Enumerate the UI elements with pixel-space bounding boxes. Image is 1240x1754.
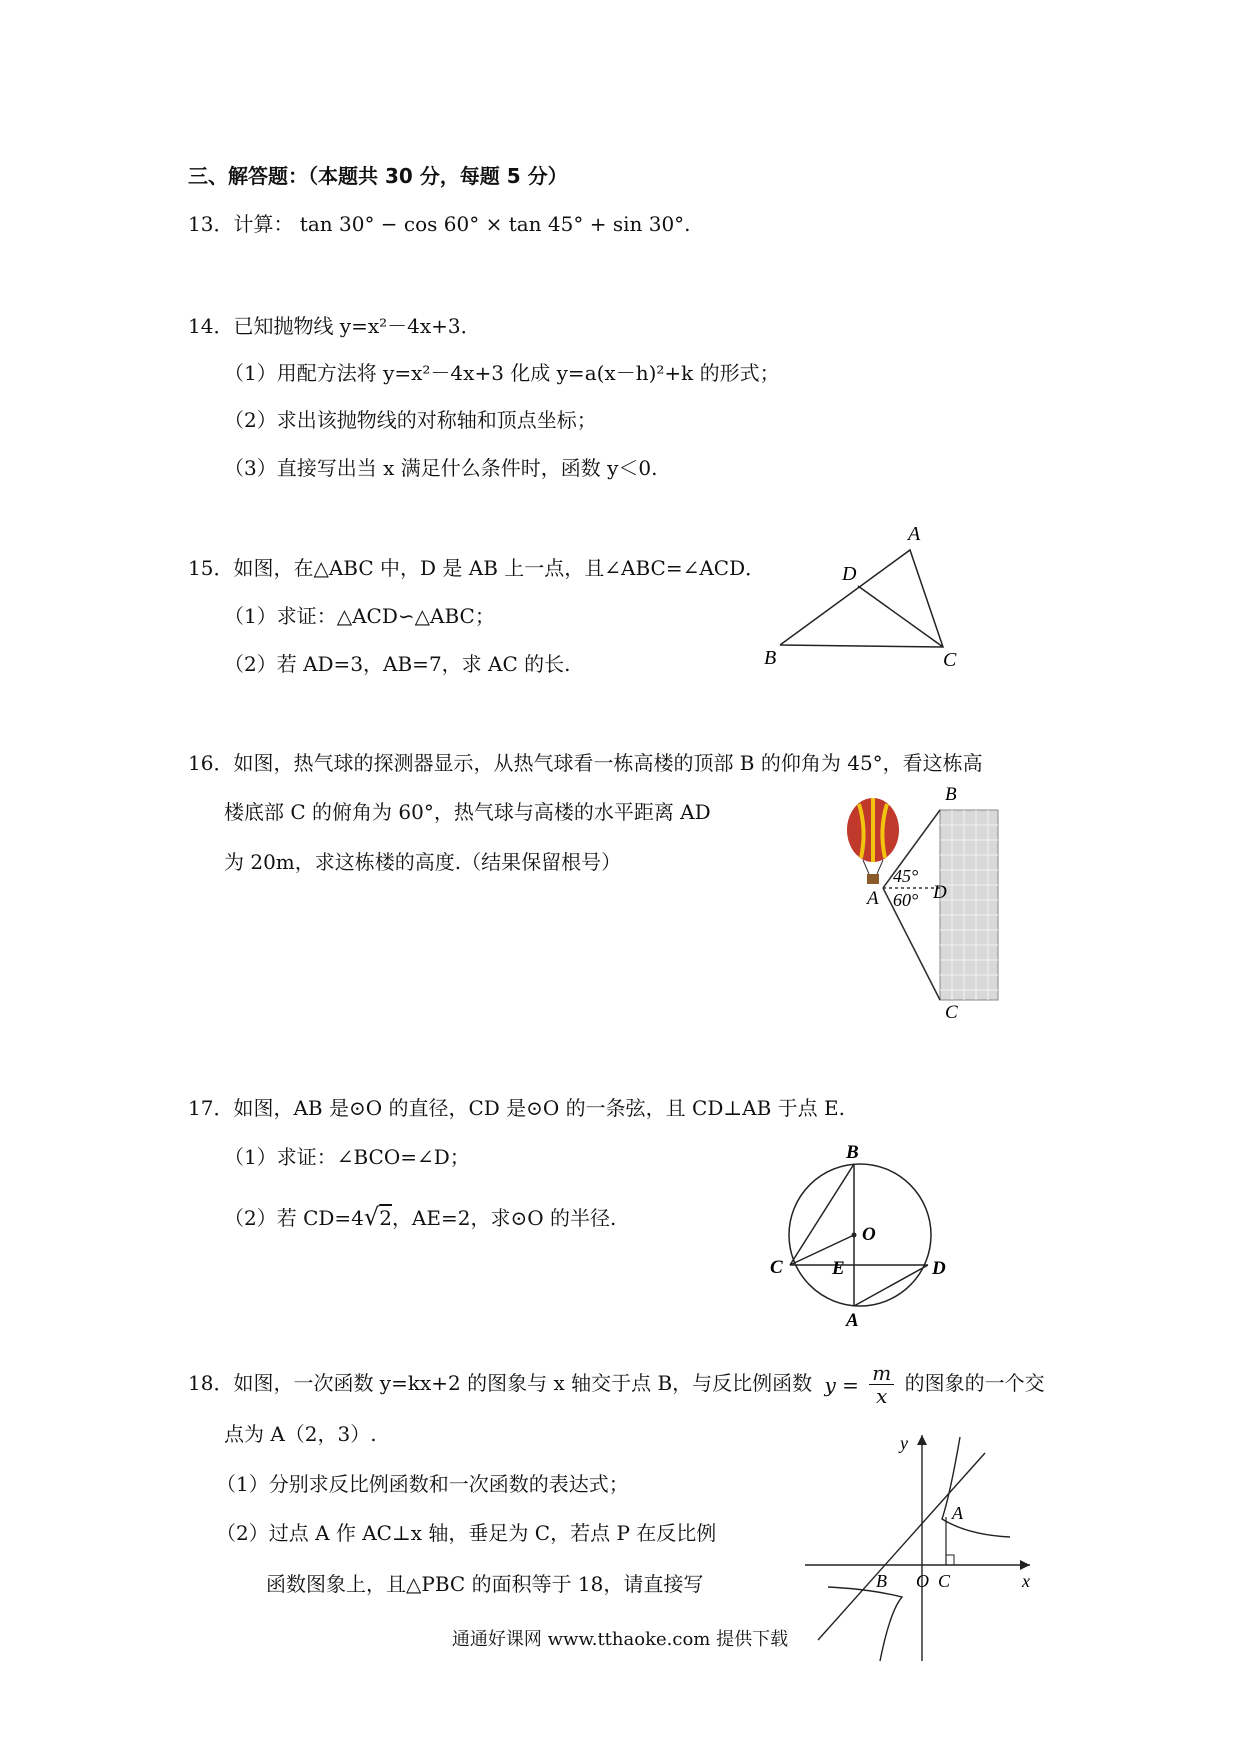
sqrt-symbol: √ bbox=[363, 1203, 380, 1231]
problem-15-q2: （2）若 AD=3，AB=7，求 AC 的长. bbox=[224, 652, 571, 676]
section-title: 三、解答题：（本题共 30 分，每题 5 分） bbox=[188, 164, 568, 188]
angle-45-label: 45° bbox=[893, 866, 919, 886]
label-A: A bbox=[908, 523, 921, 545]
label-A: A bbox=[867, 888, 879, 909]
triangle-figure bbox=[750, 520, 980, 670]
label-A: A bbox=[952, 1503, 963, 1523]
problem-14-stem: 14．已知抛物线 y=x²－4x+3． bbox=[188, 314, 481, 338]
label-C: C bbox=[938, 1571, 951, 1591]
problem-16-line2: 楼底部 C 的俯角为 60°，热气球与高楼的水平距离 AD bbox=[224, 800, 711, 824]
problem-17-stem: 17．如图，AB 是⊙O 的直径，CD 是⊙O 的一条弦，且 CD⊥AB 于点 E. bbox=[188, 1096, 845, 1120]
problem-14-q3: （3）直接写出当 x 满足什么条件时，函数 y＜0. bbox=[224, 456, 658, 480]
label-B: B bbox=[876, 1571, 887, 1591]
problem-17-q2: （2）若 CD=4√2，AE=2，求⊙O 的半径. bbox=[224, 1203, 617, 1231]
problem-16-line1: 16．如图，热气球的探测器显示，从热气球看一栋高楼的顶部 B 的仰角为 45°，看这栋高 bbox=[188, 751, 983, 775]
label-x: x bbox=[1022, 1571, 1030, 1591]
label-D: D bbox=[932, 1258, 946, 1279]
label-C: C bbox=[770, 1257, 783, 1278]
label-A: A bbox=[846, 1310, 859, 1330]
problem-14-q2: （2）求出该抛物线的对称轴和顶点坐标； bbox=[224, 408, 597, 432]
problem-18-q1: （1）分别求反比例函数和一次函数的表达式； bbox=[216, 1472, 629, 1496]
label-O: O bbox=[916, 1571, 929, 1591]
label-y: y bbox=[900, 1433, 908, 1453]
problem-13: 13．计算： tan 30° − cos 60° × tan 45° + sin 30°. bbox=[188, 212, 691, 236]
problem-16-line3: 为 20m，求这栋楼的高度.（结果保留根号） bbox=[224, 850, 622, 874]
label-B: B bbox=[945, 784, 957, 805]
page-footer: 通通好课网 www.tthaoke.com 提供下载 bbox=[451, 1629, 789, 1650]
building-icon bbox=[940, 810, 998, 1000]
label-D: D bbox=[933, 882, 947, 903]
label-B: B bbox=[764, 647, 777, 669]
label-B: B bbox=[846, 1142, 859, 1163]
label-D: D bbox=[842, 563, 857, 585]
problem-14-q1: （1）用配方法将 y=x²－4x+3 化成 y=a(x－h)²+k 的形式； bbox=[224, 361, 780, 385]
problem-18-line1: 18．如图，一次函数 y=kx+2 的图象与 x 轴交于点 B，与反比例函数 y = $\frac{m}{x}$ 的图象的一个交 bbox=[188, 1361, 1045, 1408]
balloon-building-figure bbox=[835, 780, 1015, 1030]
problem-18-q2a: （2）过点 A 作 AC⊥x 轴，垂足为 C，若点 P 在反比例 bbox=[216, 1521, 717, 1545]
hot-air-balloon-icon bbox=[847, 798, 899, 884]
label-E: E bbox=[832, 1258, 845, 1279]
label-O: O bbox=[862, 1224, 876, 1245]
circle-figure bbox=[770, 1140, 970, 1330]
angle-60-label: 60° bbox=[893, 890, 919, 910]
label-C: C bbox=[943, 649, 957, 670]
problem-15-q1: （1）求证：△ACD∽△ABC； bbox=[224, 604, 495, 628]
label-C: C bbox=[945, 1002, 958, 1023]
problem-18-line2: 点为 A（2，3）. bbox=[224, 1422, 377, 1446]
problem-15-stem: 15．如图，在△ABC 中，D 是 AB 上一点，且∠ABC=∠ACD． bbox=[188, 556, 766, 580]
problem-18-q2b: 函数图象上，且△PBC 的面积等于 18，请直接写 bbox=[266, 1572, 704, 1596]
problem-17-q1: （1）求证：∠BCO=∠D； bbox=[224, 1145, 470, 1169]
